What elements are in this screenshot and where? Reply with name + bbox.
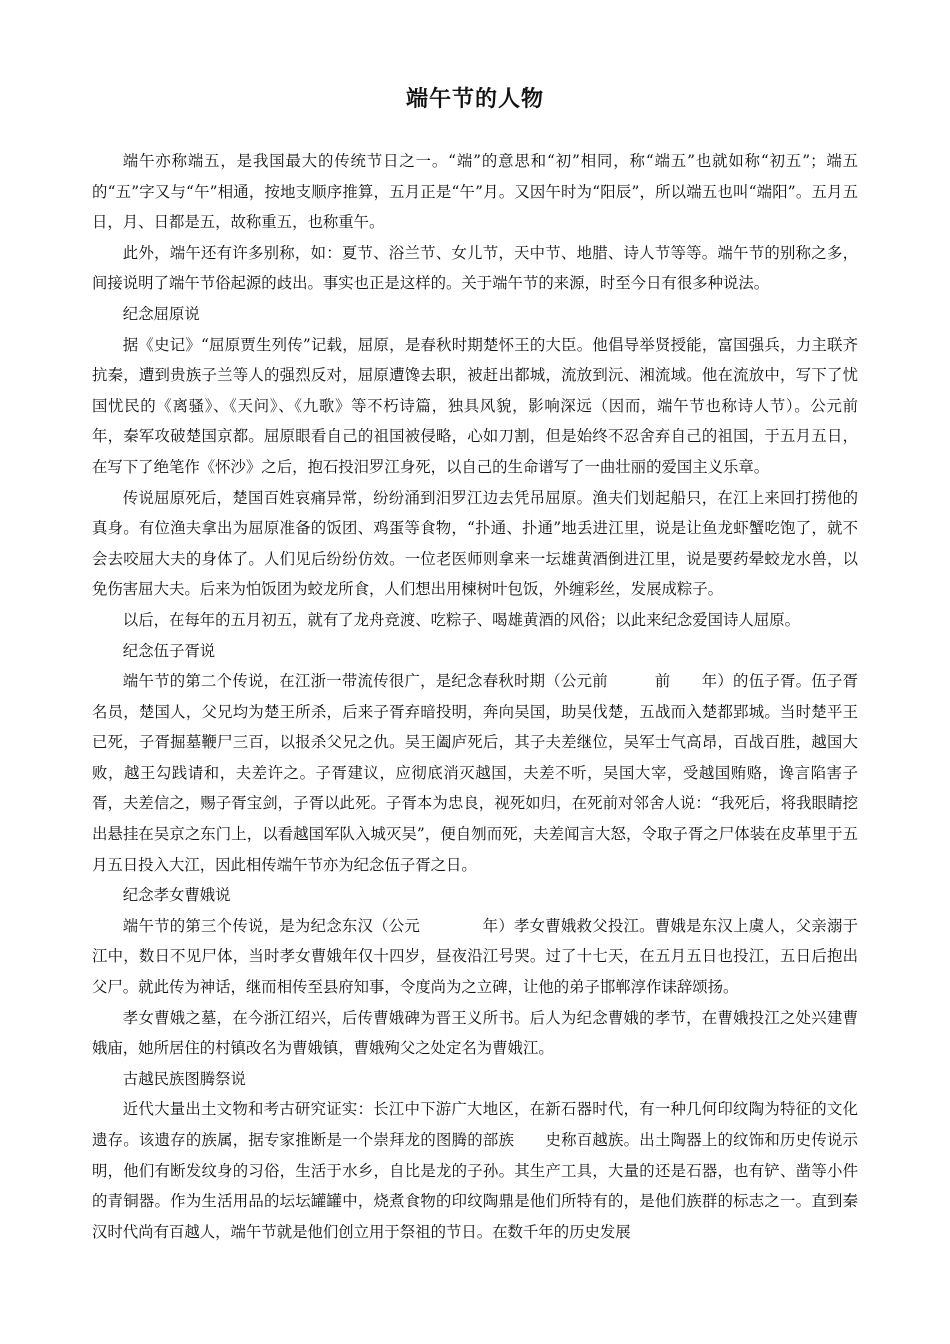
document-page	[92, 82, 889, 1247]
section-heading-totem: 古越民族图腾祭说	[122, 1069, 246, 1088]
paragraph-cao-e-story: 端午节的第三个传说，是为纪念东汉（公元 年）孝女曹娥救父投江。曹娥是东汉上虞人，父亲溺于江中，数日不见尸体，当时孝女曹娥年仅十四岁，昼夜沿江号哭。过了十七天，在五月五日也投江，五日后抱出父尸。就此传为神话，继而相传至县府知事，令度尚为之立碑，让他的弟子邯郸淳作诔辞颂扬。	[92, 916, 858, 997]
paragraph-qu-yuan-history: 据《史记》“屈原贾生列传”记载，屈原，是春秋时期楚怀王的大臣。他倡导举贤授能，富国强兵，力主联齐抗秦，遭到贵族子兰等人的强烈反对，屈原遭馋去职，被赶出都城，流放到沅、湘流域。他在流放中，写下了忧国忧民的《离骚》、《天问》、《九歌》等不朽诗篇，独具风貌，影响深远（因而，端午节也称诗人节）。公元前 年，秦军攻破楚国京都。屈原眼看自己的祖国被侵略，心如刀割，但是始终不忍舍弃自己的祖国，于五月五日，在写下了绝笔作《怀沙》之后，抱石投汨罗江身死，以自己的生命谱写了一曲壮丽的爱国主义乐章。	[92, 335, 889, 476]
paragraph-qu-yuan-customs: 以后，在每年的五月初五，就有了龙舟竞渡、吃粽子、喝雄黄酒的风俗；以此来纪念爱国诗人屈原。	[122, 610, 800, 629]
section-heading-qu-yuan: 纪念屈原说	[122, 304, 200, 323]
paragraph-intro: 端午亦称端五，是我国最大的传统节日之一。“端”的意思和“初”相同，称“端五”也就如称“初五”；端五的“五”字又与“午”相通，按地支顺序推算，五月正是“午”月。又因午时为“阳辰”，所以端五也叫“端阳”。五月五日，月、日都是五，故称重五，也称重午。	[92, 152, 858, 232]
paragraph-qu-yuan-legend: 传说屈原死后，楚国百姓哀痛异常，纷纷涌到汨罗江边去凭吊屈原。渔夫们划起船只，在江上来回打捞他的真身。有位渔夫拿出为屈原准备的饭团、鸡蛋等食物，“扑通、扑通”地丢进江里，说是让鱼龙虾蟹吃饱了，就不会去咬屈大夫的身体了。人们见后纷纷仿效。一位老医师则拿来一坛雄黄酒倒进江里，说是要药晕蛟龙水兽，以免伤害屈大夫。后来为怕饭团为蛟龙所食，人们想出用楝树叶包饭，外缠彩丝，发展成粽子。	[92, 488, 858, 599]
paragraph-cao-e-memorial: 孝女曹娥之墓，在今浙江绍兴，后传曹娥碑为晋王义所书。后人为纪念曹娥的孝节，在曹娥投江之处兴建曹娥庙，她所居住的村镇改名为曹娥镇，曹娥殉父之处定名为曹娥江。	[92, 1008, 858, 1058]
document-title: 端午节的人物	[405, 87, 544, 112]
section-heading-wu-zixu: 纪念伍子胥说	[122, 641, 216, 660]
paragraph-wu-zixu: 端午节的第二个传说，在江浙一带流传很广，是纪念春秋时期（公元前 前 年）的伍子胥。伍子胥名员，楚国人，父兄均为楚王所杀，后来子胥弃暗投明，奔向吴国，助吴伐楚，五战而入楚都郢城。当时楚平王已死，子胥掘墓鞭尸三百，以报杀父兄之仇。吴王阖庐死后，其子夫差继位，吴军士气高昂，百战百胜，越国大败，越王勾践请和，夫差许之。子胥建议，应彻底消灭越国，夫差不听，吴国大宰，受越国贿赂，谗言陷害子胥，夫差信之，赐子胥宝剑，子胥以此死。子胥本为忠良，视死如归，在死前对邻舍人说：“我死后，将我眼睛挖出悬挂在吴京之东门上，以看越国军队入城灭吴”，便自刎而死，夫差闻言大怒，令取子胥之尸体装在皮革里于五月五日投入大江，因此相传端午节亦为纪念伍子胥之日。	[92, 672, 858, 874]
paragraph-aliases: 此外，端午还有许多别称，如：夏节、浴兰节、女儿节，天中节、地腊、诗人节等等。端午节的别称之多，间接说明了端午节俗起源的歧出。事实也正是这样的。关于端午节的来源，时至今日有很多种说法。	[92, 243, 858, 293]
section-heading-cao-e: 纪念孝女曹娥说	[122, 886, 231, 905]
paragraph-totem: 近代大量出土文物和考古研究证实：长江中下游广大地区，在新石器时代，有一种几何印纹陶为特征的文化遗存。该遗存的族属，据专家推断是一个崇拜龙的图腾的部族 史称百越族。出土陶器上的纹饰和历史传说示明，他们有断发纹身的习俗，生活于水乡，自比是龙的子孙。其生产工具，大量的还是石器，也有铲、凿等小件的青铜器。作为生活用品的坛坛罐罐中，烧煮食物的印纹陶鼎是他们所特有的，是他们族群的标志之一。直到秦汉时代尚有百越人，端午节就是他们创立用于祭祖的节日。在数千年的历史发展	[92, 1100, 858, 1241]
